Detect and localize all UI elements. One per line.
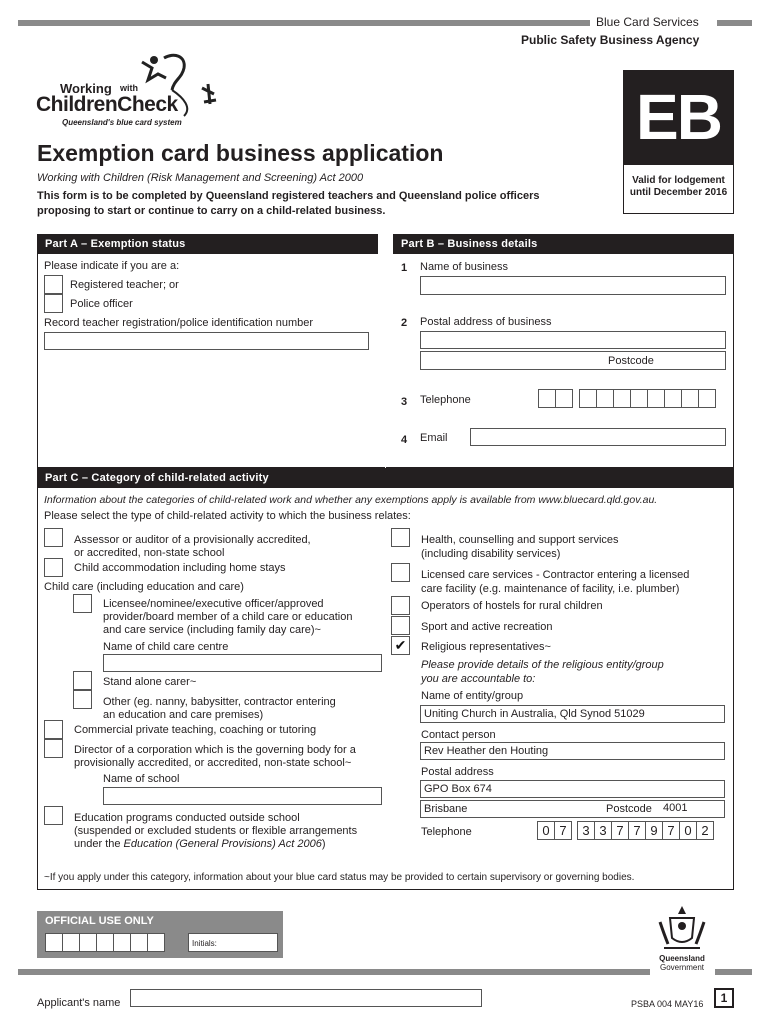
other-checkbox[interactable] xyxy=(73,690,92,709)
telephone-digit-box[interactable] xyxy=(681,389,699,408)
telephone-digit-box[interactable] xyxy=(630,389,648,408)
qld-line1: Queensland xyxy=(659,954,705,963)
form-code-badge: EB xyxy=(623,70,734,164)
business-telephone-input[interactable] xyxy=(538,389,715,408)
business-postcode-label: Postcode xyxy=(608,355,654,367)
postal-address-c-label: Postal address xyxy=(421,766,494,778)
school-name-label: Name of school xyxy=(103,773,180,785)
part-c-heading: Part C – Category of child-related activity xyxy=(37,468,734,488)
official-box xyxy=(79,933,97,952)
health-label-2: (including disability services) xyxy=(421,548,561,560)
assessor-label-1: Assessor or auditor of a provisionally accredited, xyxy=(74,534,311,546)
police-checkbox[interactable] xyxy=(44,294,63,313)
telephone-c-digit: 7 xyxy=(611,821,629,840)
centre-name-label: Name of child care centre xyxy=(103,641,229,653)
assessor-checkbox[interactable] xyxy=(44,528,63,547)
wwcc-logo xyxy=(34,50,234,130)
telephone-digit-box[interactable] xyxy=(538,389,556,408)
entity-name-label: Name of entity/group xyxy=(421,690,524,702)
qld-government-logo xyxy=(650,904,714,976)
other-label-2: an education and care premises) xyxy=(103,709,264,721)
education-label-3-pre: under the xyxy=(74,838,124,850)
telephone-digit-box[interactable] xyxy=(555,389,573,408)
sport-checkbox[interactable] xyxy=(391,616,410,635)
page-number: 1 xyxy=(714,988,734,1008)
hostels-label: Operators of hostels for rural children xyxy=(421,600,603,612)
sport-label: Sport and active recreation xyxy=(421,621,553,633)
telephone-digit-box[interactable] xyxy=(596,389,614,408)
applicant-name-label: Applicant's name xyxy=(37,997,121,1009)
agency-line1: Blue Card Services xyxy=(596,15,699,29)
q2-number: 2 xyxy=(401,317,408,329)
police-label: Police officer xyxy=(70,298,133,310)
postal-address-c-value-1: GPO Box 674 xyxy=(424,783,492,795)
director-label-1: Director of a corporation which is the governing body for a xyxy=(74,744,356,756)
education-label-3 xyxy=(74,838,326,851)
commercial-label: Commercial private teaching, coaching or tutoring xyxy=(74,724,317,736)
telephone-c-digit: 7 xyxy=(662,821,680,840)
standalone-label: Stand alone carer~ xyxy=(103,676,197,688)
childcare-heading: Child care (including education and care) xyxy=(44,581,244,593)
footer-bar-right xyxy=(715,969,752,975)
other-label-1: Other (eg. nanny, babysitter, contractor entering xyxy=(103,696,336,708)
licensee-label-3: and care service (including family day care)~ xyxy=(103,624,321,636)
religious-label: Religious representatives~ xyxy=(421,641,551,653)
logo-with: with xyxy=(120,83,138,93)
telephone-c-digit: 0 xyxy=(537,821,555,840)
director-checkbox[interactable] xyxy=(44,739,63,758)
qld-line2: Government xyxy=(659,963,705,972)
school-name-input[interactable] xyxy=(103,787,382,805)
record-number-input[interactable] xyxy=(44,332,369,350)
official-box xyxy=(147,933,165,952)
subtitle-act: Working with Children (Risk Management and Screening) Act 2000 xyxy=(37,172,364,184)
telephone-c-digit: 7 xyxy=(554,821,572,840)
postcode-c-value: 4001 xyxy=(663,802,688,814)
official-initials-label: Initials: xyxy=(192,939,217,948)
header-bar-right xyxy=(717,20,752,26)
official-use-heading: OFFICIAL USE ONLY xyxy=(45,915,154,927)
entity-name-input[interactable] xyxy=(420,705,725,723)
business-telephone-label: Telephone xyxy=(420,394,471,406)
telephone-digit-box[interactable] xyxy=(647,389,665,408)
religious-checkbox[interactable]: ✔ xyxy=(391,636,410,655)
valid-line1: Valid for lodgement xyxy=(632,175,725,186)
part-a-b-divider xyxy=(385,254,386,468)
official-box xyxy=(96,933,114,952)
telephone-c-digit: 7 xyxy=(628,821,646,840)
contact-person-label: Contact person xyxy=(421,729,496,741)
business-name-label: Name of business xyxy=(420,261,509,273)
licensed-care-label-2: care facility (e.g. maintenance of facility, i.e. plumber) xyxy=(421,583,680,595)
hostels-checkbox[interactable] xyxy=(391,596,410,615)
instruction-line2: proposing to start or continue to carry on a child-related business. xyxy=(37,205,386,217)
business-name-input[interactable] xyxy=(420,276,726,295)
centre-name-input[interactable] xyxy=(103,654,382,672)
header-bar-left xyxy=(18,20,590,26)
assessor-label-2: or accredited, non-state school xyxy=(74,547,225,559)
official-use-boxes xyxy=(45,933,164,952)
logo-working: Working xyxy=(60,81,112,96)
official-box xyxy=(113,933,131,952)
telephone-digit-box[interactable] xyxy=(579,389,597,408)
page-title: Exemption card business application xyxy=(37,140,444,166)
licensee-checkbox[interactable] xyxy=(73,594,92,613)
contact-person-value: Rev Heather den Houting xyxy=(424,745,549,757)
telephone-c-digit: 3 xyxy=(577,821,595,840)
part-a-heading: Part A – Exemption status xyxy=(37,234,378,254)
telephone-c-label: Telephone xyxy=(421,826,472,838)
telephone-c-digit: 2 xyxy=(696,821,714,840)
record-number-label: Record teacher registration/police identification number xyxy=(44,317,314,329)
commercial-checkbox[interactable] xyxy=(44,720,63,739)
applicant-name-input[interactable] xyxy=(130,989,482,1007)
logo-children-check: ChildrenCheck xyxy=(36,93,178,116)
telephone-digit-box[interactable] xyxy=(613,389,631,408)
postal-address-label: Postal address of business xyxy=(420,316,552,328)
licensee-label-1: Licensee/nominee/executive officer/approved xyxy=(103,598,324,610)
health-checkbox[interactable] xyxy=(391,528,410,547)
official-box xyxy=(130,933,148,952)
part-b-heading: Part B – Business details xyxy=(393,234,734,254)
business-email-label: Email xyxy=(420,432,448,444)
form-code-footer: PSBA 004 MAY16 xyxy=(631,999,704,1009)
footer-bar-left xyxy=(18,969,650,975)
business-email-input[interactable] xyxy=(470,428,726,446)
licensed-care-checkbox[interactable] xyxy=(391,563,410,582)
valid-box xyxy=(623,164,734,214)
q1-number: 1 xyxy=(401,262,408,274)
qld-crest-icon xyxy=(656,904,708,954)
official-box xyxy=(45,933,63,952)
logo-tagline: Queensland's blue card system xyxy=(62,118,182,127)
accommodation-label: Child accommodation including home stays xyxy=(74,562,286,574)
telephone-c-digit: 0 xyxy=(679,821,697,840)
accommodation-checkbox[interactable] xyxy=(44,558,63,577)
part-c-footnote: ~If you apply under this category, information about your blue card status may be provided to certain supervisory or governing bodies. xyxy=(44,872,635,883)
licensed-care-label-1: Licensed care services - Contractor entering a licensed xyxy=(421,569,690,581)
contact-person-input[interactable] xyxy=(420,742,725,760)
education-act-name: Education (General Provisions) Act 2006 xyxy=(123,838,322,850)
telephone-digit-box[interactable] xyxy=(664,389,682,408)
telephone-c-digit: 9 xyxy=(645,821,663,840)
teacher-label: Registered teacher; or xyxy=(70,279,179,291)
entity-name-value: Uniting Church in Australia, Qld Synod 51029 xyxy=(424,708,645,720)
valid-line2: until December 2016 xyxy=(629,187,728,198)
instruction-line1: This form is to be completed by Queensland registered teachers and Queensland police officers xyxy=(37,190,540,202)
religious-details-1: Please provide details of the religious entity/group xyxy=(421,659,664,671)
religious-details-2: you are accountable to: xyxy=(421,673,536,685)
postal-address-input-1[interactable] xyxy=(420,331,726,349)
teacher-checkbox[interactable] xyxy=(44,275,63,294)
education-label-2: (suspended or excluded students or flexible arrangements xyxy=(74,825,358,837)
official-box xyxy=(62,933,80,952)
part-c-info: Information about the categories of child-related work and whether any exemptions apply is available from www.bluecard.qld.gov.au. xyxy=(44,494,658,506)
education-label-3-post: ) xyxy=(321,838,326,850)
telephone-c-input[interactable] xyxy=(537,821,713,840)
agency-line2: Public Safety Business Agency xyxy=(521,33,700,47)
education-checkbox[interactable] xyxy=(44,806,63,825)
part-a-prompt: Please indicate if you are a: xyxy=(44,260,180,272)
postal-address-c-value-2: Brisbane xyxy=(424,803,468,815)
postal-address-c-input-1[interactable] xyxy=(420,780,725,798)
licensee-label-2: provider/board member of a child care or education xyxy=(103,611,353,623)
director-label-2: provisionally accredited, or accredited, non-state school~ xyxy=(74,757,352,769)
part-c-prompt: Please select the type of child-related activity to which the business relates: xyxy=(44,510,411,522)
postcode-c-label: Postcode xyxy=(606,803,652,815)
q4-number: 4 xyxy=(401,434,408,446)
q3-number: 3 xyxy=(401,396,408,408)
postal-address-input-2[interactable] xyxy=(420,351,726,370)
health-label-1: Health, counselling and support services xyxy=(421,534,619,546)
standalone-checkbox[interactable] xyxy=(73,671,92,690)
telephone-c-digit: 3 xyxy=(594,821,612,840)
education-label-1: Education programs conducted outside school xyxy=(74,812,300,824)
telephone-digit-box[interactable] xyxy=(698,389,716,408)
official-initials-box xyxy=(188,933,278,952)
